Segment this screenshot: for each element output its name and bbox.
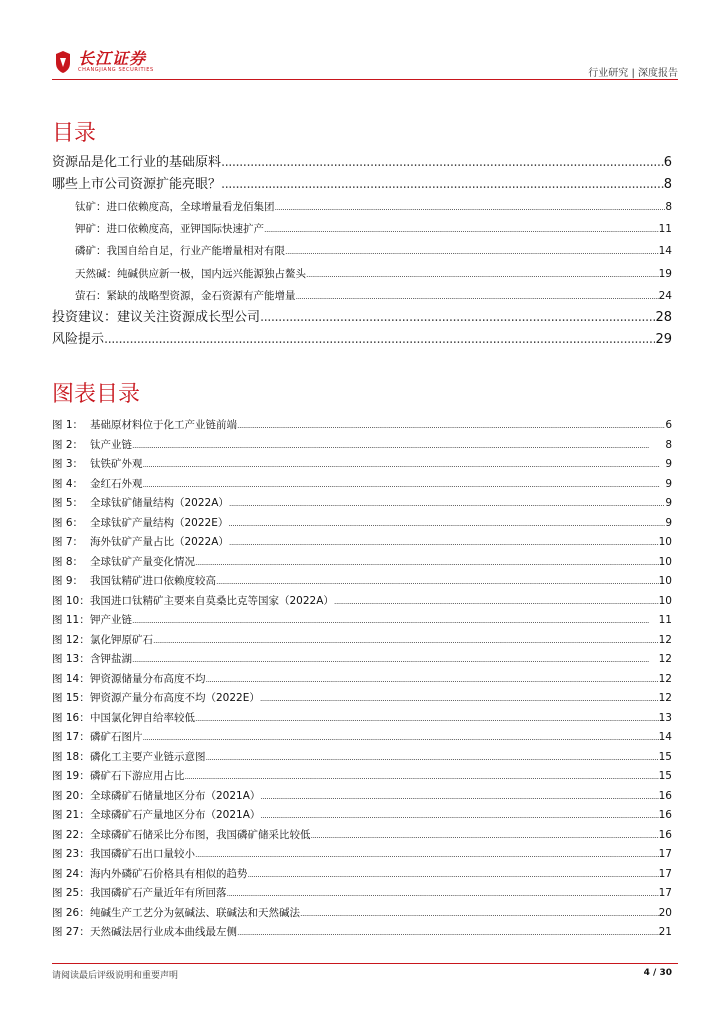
figure-prefix: 图 18： — [52, 750, 90, 763]
figure-entry[interactable] — [52, 514, 672, 534]
figures-title: 图表目录 — [52, 382, 141, 407]
figure-label: 全球钛矿产量变化情况 — [90, 555, 195, 568]
figure-prefix: 图 17： — [52, 731, 90, 743]
figure-entry[interactable] — [52, 689, 672, 709]
figure-leader — [228, 514, 665, 534]
figure-prefix: 图 8： — [52, 555, 84, 568]
figure-label: 纯碱生产工艺分为氨碱法、联碱法和天然碱法 — [90, 906, 300, 919]
figure-label: 海外钛矿产量占比（2022A） — [90, 536, 229, 548]
figure-prefix: 图 12： — [52, 633, 90, 646]
toc-entry-label: 钛矿：进口依赖度高，全球增量看龙佰集团 — [75, 201, 275, 213]
figure-prefix: 图 23： — [52, 848, 90, 860]
figure-page: 6 — [665, 419, 672, 431]
figure-leader — [132, 436, 665, 456]
figure-leader — [311, 826, 659, 846]
figure-prefix: 图 25： — [52, 887, 90, 899]
figure-leader — [132, 650, 659, 670]
figure-prefix: 图 9： — [52, 575, 84, 587]
toc-entry-page: 8 — [665, 201, 672, 213]
toc-entry-label: 萤石：紧缺的战略型资源，金石资源有产能增量 — [75, 289, 296, 302]
figure-leader — [143, 728, 659, 748]
figure-entry[interactable] — [52, 826, 672, 846]
footer-disclaimer: 请阅读最后评级说明和重要声明 — [52, 971, 179, 981]
toc-entry-page: 24 — [658, 289, 672, 302]
figure-page: 17 — [658, 867, 672, 880]
figure-entry[interactable] — [52, 494, 672, 514]
figure-leader — [153, 631, 659, 651]
figure-page: 15 — [658, 750, 672, 763]
toc-leader — [104, 329, 655, 351]
figure-prefix: 图 10： — [52, 594, 90, 607]
figure-prefix: 图 19： — [52, 770, 90, 782]
figure-list — [52, 416, 672, 943]
figure-prefix: 图 7： — [52, 536, 84, 548]
figure-prefix: 图 24： — [52, 867, 90, 880]
toc-subentry[interactable] — [52, 263, 672, 285]
toc-entry-page: 6 — [663, 155, 672, 170]
figure-label: 全球钛矿储量结构（2022A） — [90, 497, 229, 509]
figure-entry[interactable] — [52, 533, 672, 553]
figure-prefix: 图 2： — [52, 438, 84, 451]
figure-label: 磷矿石图片 — [90, 731, 143, 743]
figure-entry[interactable] — [52, 884, 672, 904]
figure-entry[interactable] — [52, 631, 672, 651]
figure-leader — [195, 553, 659, 573]
figure-entry[interactable] — [52, 455, 672, 475]
toc-entry-label: 钾矿：进口依赖度高，亚钾国际快速扩产 — [75, 223, 264, 236]
figure-label: 基础原材料位于化工产业链前端 — [90, 419, 237, 431]
toc-entry-label: 磷矿：我国自给自足，行业产能增量相对有限 — [75, 245, 285, 258]
figure-label: 我国磷矿石产量近年有所回落 — [90, 887, 227, 899]
figure-label: 磷化工主要产业链示意图 — [90, 750, 206, 763]
toc-entry-label: 哪些上市公司资源扩能亮眼？ — [52, 177, 222, 192]
figure-entry[interactable] — [52, 787, 672, 807]
figure-page: 12 — [658, 653, 672, 665]
figure-label: 氯化钾原矿石 — [90, 633, 153, 646]
figure-leader — [334, 592, 659, 612]
figure-label: 天然碱法居行业成本曲线最左侧 — [90, 926, 237, 938]
toc-entry-label: 天然碱：纯碱供应新一极，国内远兴能源独占鳌头 — [75, 267, 306, 280]
figure-page: 9 — [665, 497, 672, 509]
figure-label: 全球磷矿石储量地区分布（2021A） — [90, 789, 261, 802]
toc-entry-page: 14 — [658, 245, 672, 258]
figure-leader — [260, 689, 659, 709]
figure-leader — [195, 709, 659, 729]
figure-entry[interactable] — [52, 904, 672, 924]
figure-prefix: 图 22： — [52, 828, 90, 841]
figure-entry[interactable] — [52, 748, 672, 768]
toc-title: 目录 — [52, 121, 97, 146]
figure-label: 磷矿石下游应用占比 — [90, 770, 185, 782]
figure-leader — [229, 533, 659, 553]
figure-prefix: 图 20： — [52, 789, 90, 802]
toc-entry-page: 11 — [658, 223, 672, 236]
toc-leader — [285, 241, 659, 263]
figure-page: 17 — [658, 887, 672, 899]
toc-subentry[interactable] — [52, 285, 672, 307]
toc-leader — [296, 286, 659, 308]
figure-page: 14 — [658, 731, 672, 743]
figure-leader — [237, 923, 659, 943]
figure-page: 9 — [665, 477, 672, 490]
toc-leader — [306, 264, 659, 286]
figure-page: 12 — [658, 672, 672, 685]
figure-leader — [248, 865, 659, 885]
header-divider — [52, 79, 678, 80]
toc-entry-label: 风险提示 — [52, 331, 105, 347]
figure-entry[interactable] — [52, 592, 672, 612]
figure-label: 金红石外观 — [90, 477, 143, 490]
figure-page: 9 — [665, 516, 672, 529]
toc-entry-page: 19 — [658, 267, 672, 280]
figure-page: 11 — [658, 614, 672, 626]
figure-prefix: 图 5： — [52, 497, 84, 509]
figure-entry[interactable] — [52, 436, 672, 456]
figure-entry[interactable] — [52, 728, 672, 748]
figure-leader — [260, 806, 658, 826]
figure-label: 全球钛矿产量结构（2022E） — [90, 516, 229, 529]
figure-leader — [143, 455, 666, 475]
toc-entry-label: 投资建议：建议关注资源成长型公司 — [52, 309, 261, 325]
figure-label: 钾资源产量分布高度不均（2022E） — [90, 692, 260, 704]
company-logo — [52, 50, 154, 74]
figure-label: 全球磷矿石产量地区分布（2021A） — [90, 809, 261, 821]
figure-prefix: 图 13： — [52, 653, 90, 665]
toc-leader — [221, 152, 664, 174]
toc-entry[interactable] — [52, 329, 672, 351]
figure-leader — [260, 787, 658, 807]
logo-chinese-name: 长江证券 — [78, 49, 147, 68]
figure-label: 含钾盐湖 — [90, 653, 132, 665]
toc-leader — [264, 219, 659, 241]
figure-page: 21 — [658, 926, 672, 938]
figure-page: 16 — [658, 809, 672, 821]
figure-label: 钛产业链 — [90, 438, 132, 451]
figure-leader — [185, 767, 659, 787]
toc-subentry[interactable] — [52, 240, 672, 262]
figure-page: 12 — [658, 692, 672, 704]
figure-page: 8 — [665, 438, 672, 451]
figure-page: 16 — [658, 789, 672, 802]
figure-page: 10 — [658, 575, 672, 587]
figure-entry[interactable] — [52, 767, 672, 787]
figure-prefix: 图 4： — [52, 477, 84, 490]
logo-mark-icon — [52, 50, 74, 74]
toc-entry-page: 8 — [663, 177, 672, 192]
toc-leader — [275, 197, 666, 219]
page-number: 4 / 30 — [643, 968, 672, 978]
logo-english-name: CHANGJIANG SECURITIES — [78, 67, 154, 73]
figure-prefix: 图 11： — [52, 614, 90, 626]
figure-leader — [206, 748, 659, 768]
figure-prefix: 图 3： — [52, 458, 84, 470]
figure-leader — [206, 670, 659, 690]
report-category: 行业研究 | 深度报告 — [588, 68, 678, 79]
figure-page: 15 — [658, 770, 672, 782]
figure-prefix: 图 14： — [52, 672, 90, 685]
figure-page: 10 — [658, 594, 672, 607]
figure-entry[interactable] — [52, 923, 672, 943]
figure-entry[interactable] — [52, 845, 672, 865]
figure-page: 10 — [658, 536, 672, 548]
figure-entry[interactable] — [52, 670, 672, 690]
page-header — [52, 50, 678, 80]
figure-page: 10 — [658, 555, 672, 568]
toc-subentry[interactable] — [52, 196, 672, 218]
toc-entry[interactable] — [52, 174, 672, 196]
figure-label: 钛铁矿外观 — [90, 458, 143, 470]
figure-prefix: 图 1： — [52, 419, 84, 431]
figure-page: 9 — [665, 458, 672, 470]
figure-prefix: 图 15： — [52, 692, 90, 704]
toc-entry-page: 29 — [655, 331, 672, 347]
figure-entry[interactable] — [52, 611, 672, 631]
figure-page: 17 — [658, 848, 672, 860]
figure-page: 16 — [658, 828, 672, 841]
figure-label: 海内外磷矿石价格具有相似的趋势 — [90, 867, 248, 880]
toc-entry-label: 资源品是化工行业的基础原料 — [52, 155, 222, 170]
figure-entry[interactable] — [52, 806, 672, 826]
figure-entry[interactable] — [52, 650, 672, 670]
figure-page: 20 — [658, 906, 672, 919]
figure-prefix: 图 26： — [52, 906, 90, 919]
figure-leader — [143, 475, 666, 495]
figure-entry[interactable] — [52, 475, 672, 495]
figure-leader — [237, 416, 665, 436]
figure-label: 中国氯化钾自给率较低 — [90, 711, 195, 724]
figure-label: 钾产业链 — [90, 614, 132, 626]
toc-entry[interactable] — [52, 307, 672, 329]
figure-entry[interactable] — [52, 416, 672, 436]
figure-entry[interactable] — [52, 865, 672, 885]
figure-label: 我国进口钛精矿主要来自莫桑比克等国家（2022A） — [90, 594, 334, 607]
figure-entry[interactable] — [52, 553, 672, 573]
figure-leader — [227, 884, 659, 904]
figure-label: 我国磷矿石出口量较小 — [90, 848, 195, 860]
figure-label: 我国钛精矿进口依赖度较高 — [90, 575, 216, 587]
footer-divider — [52, 963, 678, 964]
figure-leader — [216, 572, 659, 592]
figure-leader — [300, 904, 659, 924]
figure-leader — [195, 845, 659, 865]
toc-list — [52, 152, 672, 351]
figure-leader — [229, 494, 665, 514]
figure-prefix: 图 27： — [52, 926, 90, 938]
figure-page: 12 — [658, 633, 672, 646]
figure-leader — [132, 611, 659, 631]
toc-entry-page: 28 — [655, 309, 672, 325]
figure-prefix: 图 16： — [52, 711, 90, 724]
toc-leader — [221, 174, 664, 196]
figure-entry[interactable] — [52, 709, 672, 729]
figure-label: 全球磷矿石储采比分布图，我国磷矿储采比较低 — [90, 828, 311, 841]
figure-prefix: 图 6： — [52, 516, 84, 529]
toc-leader — [260, 307, 655, 329]
figure-label: 钾资源储量分布高度不均 — [90, 672, 206, 685]
figure-prefix: 图 21： — [52, 809, 90, 821]
toc-subentry[interactable] — [52, 218, 672, 240]
figure-page: 13 — [658, 711, 672, 724]
figure-entry[interactable] — [52, 572, 672, 592]
toc-entry[interactable] — [52, 152, 672, 174]
